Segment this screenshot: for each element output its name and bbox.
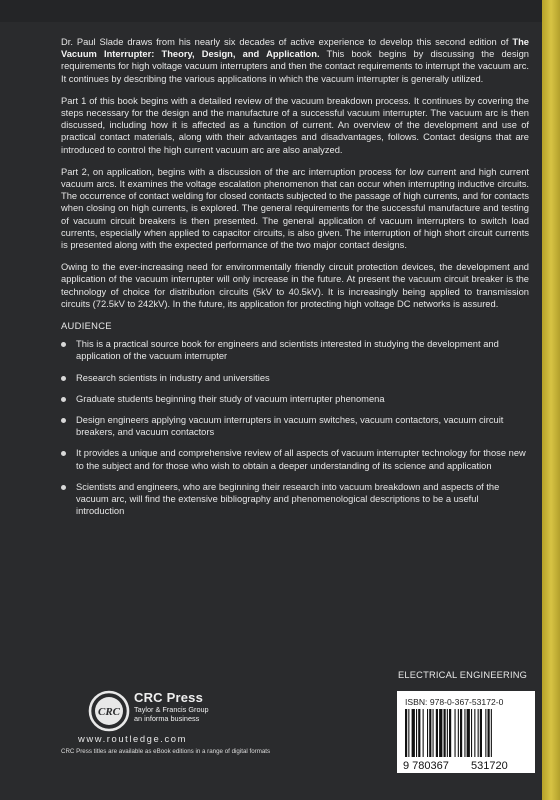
bullet-icon (61, 485, 66, 490)
audience-list (61, 338, 529, 517)
barcode-bar (416, 709, 417, 757)
part1-paragraph: Part 1 of this book begins with a detailed review of the vacuum breakdown process. It continues by covering the steps necessary for the design and the manufacture of a successful vacuum interrupter. The vacuum arc is then discussed, including how it is affected as a function of current. An overview of the development and use of practical contact materials, along with their advantages and disadvantages, follows. Contact designs that are introduced to control the high current vacuum arc are also analyzed. (61, 95, 529, 155)
barcode-bar (436, 709, 438, 757)
ebook-note: CRC Press titles are available as eBook editions in a range of digital formats (61, 748, 271, 755)
barcode-bar (485, 709, 486, 757)
barcode-bar (429, 709, 431, 757)
barcode-bar (460, 709, 462, 757)
audience-heading: AUDIENCE (61, 320, 112, 332)
top-band (0, 0, 560, 22)
barcode-bar (471, 709, 472, 757)
barcode-digits-left: 9 780367 (403, 760, 449, 771)
publisher-name: CRC Press (134, 690, 203, 705)
list-item-text: Design engineers applying vacuum interrupters in vacuum switches, vacuum contactors, vacuum circuit breakers, and vacuum contactors (76, 415, 504, 438)
list-item-text: It provides a unique and comprehensive review of all aspects of vacuum interrupter technology for those new to the subject and for those who wish to obtain a deeper understanding of its science and application (76, 448, 526, 471)
crc-logo-icon (88, 690, 130, 732)
bullet-icon (61, 418, 66, 423)
future-paragraph: Owing to the ever-increasing need for environmentally friendly circuit protection devices, the development and application of the vacuum interrupter will only increase in the future. At present the vacuum circuit breaker is the technology of choice for distribution circuits (5kV to 40.5kV). It is increasingly being applied to transmission circuits (72.5kV to 242kV). In the future, its application for protecting high voltage DC networks is assured. (61, 262, 529, 309)
barcode-bar (408, 709, 409, 757)
barcode-bar (427, 709, 428, 757)
barcode-bar (464, 709, 465, 757)
part2-paragraph: Part 2, on application, begins with a discussion of the arc interruption process for low current and high current vacuum arcs. It examines the voltage escalation phenomenon that can occur when interrupting inductive circuits. The occurrence of contact welding for closed contacts subjected to the passage of high currents, and for contacts when closing on high currents, is explored. The general requirements for the successful manufacture and testing of vacuum circuit breakers is then presented. The general application of vacuum interrupters to switch load currents, especially when applied to capacitor circuits, is also given. The interruption of high short circuit currents is presented along with the expected performance of the two major contact designs. (61, 166, 529, 251)
barcode-bar (455, 709, 456, 757)
bullet-icon (61, 376, 66, 381)
list-item-text: Research scientists in industry and universities (76, 372, 270, 383)
list-item (61, 414, 529, 438)
barcode-bar (458, 709, 459, 757)
bullet-icon (61, 342, 66, 347)
list-item (61, 372, 529, 384)
list-item-text: Scientists and engineers, who are beginning their research into vacuum breakdown and aspects of the vacuum arc, will find the extensive bibliography and phenomenological descriptions to be a useful introduction (76, 481, 500, 517)
barcode-bar (478, 709, 479, 757)
intro-before: Dr. Paul Slade draws from his nearly six decades of active experience to develop this second edition of (61, 37, 513, 47)
barcode-bar (488, 709, 490, 757)
bullet-icon (61, 451, 66, 456)
list-item (61, 447, 529, 471)
barcode-bar (433, 709, 434, 757)
intro-paragraph (61, 36, 529, 85)
barcode-bar (449, 709, 451, 757)
isbn-barcode (397, 691, 535, 773)
website-url: www.routledge.com (78, 733, 188, 744)
list-item (61, 393, 529, 405)
subject-category: ELECTRICAL ENGINEERING (398, 670, 528, 680)
description-text (61, 36, 529, 527)
barcode-bar (412, 709, 415, 757)
bullet-icon (61, 397, 66, 402)
barcode-digits-right: 531720 (471, 760, 508, 771)
barcode-bar (439, 709, 442, 757)
barcode-bar (447, 709, 448, 757)
list-item (61, 338, 529, 362)
crc-logo-text: CRC (97, 706, 121, 718)
barcode-bar (405, 709, 407, 757)
barcode-bar (423, 709, 424, 757)
barcode-bar (491, 709, 492, 757)
spine-stripe (542, 0, 560, 800)
publisher-tagline: an informa business (134, 714, 200, 723)
isbn-label: ISBN: 978-0-367-53172-0 (405, 697, 504, 707)
list-item-text: Graduate students beginning their study of vacuum interrupter phenomena (76, 393, 385, 404)
barcode-bar (474, 709, 475, 757)
publisher-group: Taylor & Francis Group (134, 705, 209, 714)
list-item-text: This is a practical source book for engineers and scientists interested in studying the development and application of the vacuum interrupter (76, 339, 499, 362)
book-title: The Vacuum Interrupter: Theory, Design, and Application. (61, 37, 529, 60)
intro-after: This book begins by discussing the design requirements for high voltage vacuum interrupters and then the contact requirements to interrupt the vacuum arc. It continues by describing the various applications in which the vacuum interrupter is generally utilized. (61, 49, 529, 84)
barcode-bar (467, 709, 470, 757)
list-item (61, 481, 529, 518)
barcode-graphic (401, 709, 531, 771)
publisher-block (134, 690, 209, 723)
barcode-bar (418, 709, 420, 757)
barcode-bar (444, 709, 446, 757)
barcode-bar (480, 709, 482, 757)
